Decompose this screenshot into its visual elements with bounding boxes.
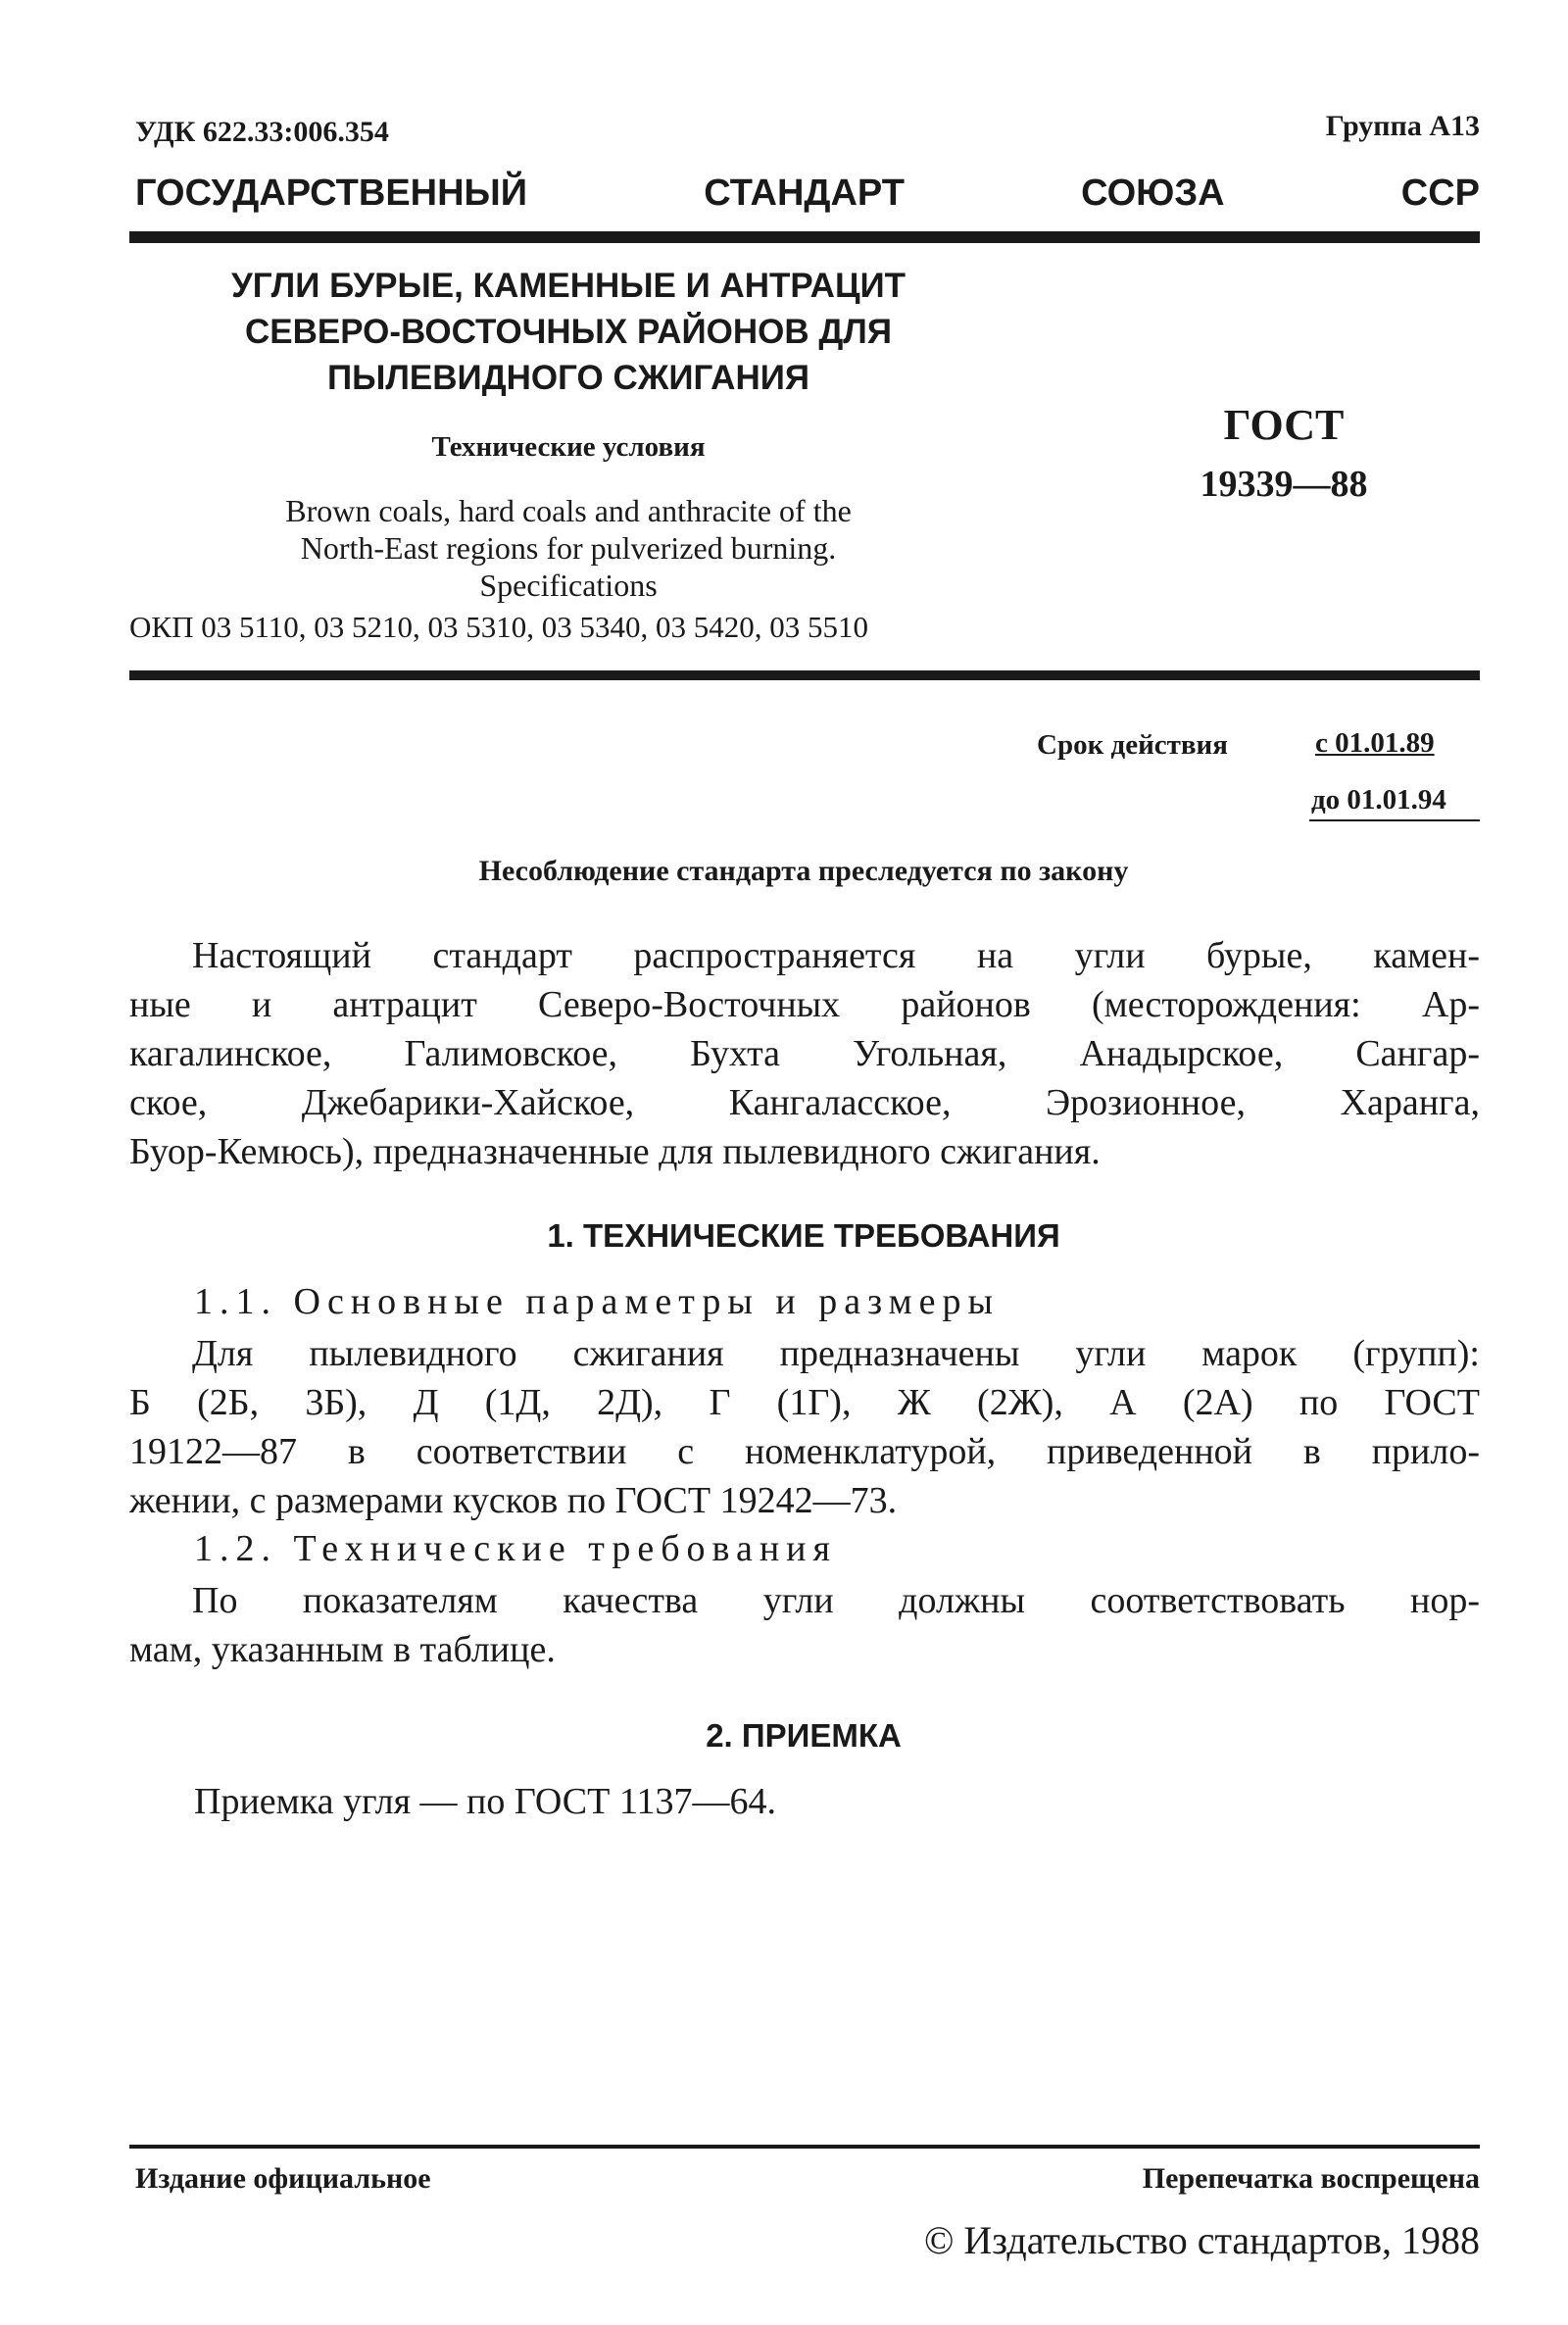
intro-line-2: ные и антрацит Северо-Восточных районов (месторождения: Ар- — [129, 984, 1480, 1025]
section-1-2-paragraph — [129, 1576, 1480, 1674]
validity-to-underline — [1309, 819, 1480, 821]
intro-paragraph — [129, 931, 1480, 1176]
group-code: Группа А13 — [1325, 110, 1480, 142]
standard-banner: ГОСУДАРСТВЕННЫЙ СТАНДАРТ СОЮЗА ССР — [135, 173, 1480, 214]
validity-to: до 01.01.94 — [1311, 784, 1446, 816]
title-ru-line-2: СЕВЕРО-ВОСТОЧНЫХ РАЙОНОВ ДЛЯ — [244, 313, 893, 351]
law-notice-text: Несоблюдение стандарта преследуется по закону — [478, 855, 1129, 887]
title-en — [127, 492, 1009, 604]
section-1-1-line-3: 19122—87 в соответствии с номенклатурой, приведенной в прило- — [129, 1431, 1480, 1472]
intro-line-3: кагалинское, Галимовское, Бухта Угольная, Анадырское, Сангар- — [129, 1033, 1480, 1074]
title-ru-line-3: ПЫЛЕВИДНОГО СЖИГАНИЯ — [326, 359, 810, 397]
section-1-2-heading: 1.2. Технические требования — [194, 1528, 837, 1569]
title-ru-line-1: УГЛИ БУРЫЕ, КАМЕННЫЕ И АНТРАЦИТ — [230, 267, 906, 305]
section-1-1-paragraph — [129, 1329, 1480, 1525]
section-1-2-line-2: мам, указанным в таблице. — [129, 1629, 556, 1670]
validity-from: с 01.01.89 — [1315, 727, 1435, 759]
title-en-line-3: Specifications — [479, 568, 658, 603]
title-subtitle: Технические условия — [431, 431, 706, 463]
gost-number: 19339—88 — [1200, 464, 1368, 505]
gost-label: ГОСТ — [1223, 401, 1345, 449]
intro-line-4: ское, Джебарики-Хайское, Кангаласское, Эрозионное, Харанга, — [129, 1082, 1480, 1123]
footer-copyright: © Издательство стандартов, 1988 — [923, 2218, 1480, 2262]
validity-label: Срок действия — [1037, 729, 1228, 761]
section-1-heading: 1. ТЕХНИЧЕСКИЕ ТРЕБОВАНИЯ — [547, 1217, 1060, 1254]
title-ru — [127, 263, 1009, 401]
section-2-text: Приемка угля — по ГОСТ 1137—64. — [194, 1781, 776, 1822]
footer-official: Издание официальное — [135, 2162, 431, 2195]
section-1-1-line-4: жении, с размерами кусков по ГОСТ 19242—73. — [129, 1480, 898, 1521]
title-en-line-2: North-East regions for pulverized burning. — [300, 530, 837, 566]
section-1-2-line-1: По показателям качества угли должны соответствовать нор- — [192, 1580, 1480, 1621]
section-2-heading: 2. ПРИЕМКА — [706, 1717, 902, 1754]
footer-rule — [129, 2145, 1480, 2149]
header-thick-rule — [129, 231, 1480, 243]
okp-codes: ОКП 03 5110, 03 5210, 03 5310, 03 5340, 03 5420, 03 5510 — [129, 610, 869, 644]
intro-line-5: Буор-Кемюсь), предназначенные для пылевидного сжигания. — [129, 1131, 1101, 1172]
title-thick-rule — [129, 670, 1480, 680]
footer-reprint: Перепечатка воспрещена — [1142, 2162, 1480, 2195]
intro-line-1: Настоящий стандарт распространяется на угли бурые, камен- — [192, 935, 1480, 976]
section-1-1-line-1: Для пылевидного сжигания предназначены угли марок (групп): — [192, 1333, 1480, 1374]
section-1-1-line-2: Б (2Б, 3Б), Д (1Д, 2Д), Г (1Г), Ж (2Ж), А (2А) по ГОСТ — [129, 1382, 1480, 1423]
title-en-line-1: Brown coals, hard coals and anthracite of the — [285, 493, 852, 528]
udk-code: УДК 622.33:006.354 — [135, 116, 389, 148]
section-1-1-heading: 1.1. Основные параметры и размеры — [194, 1281, 1001, 1322]
